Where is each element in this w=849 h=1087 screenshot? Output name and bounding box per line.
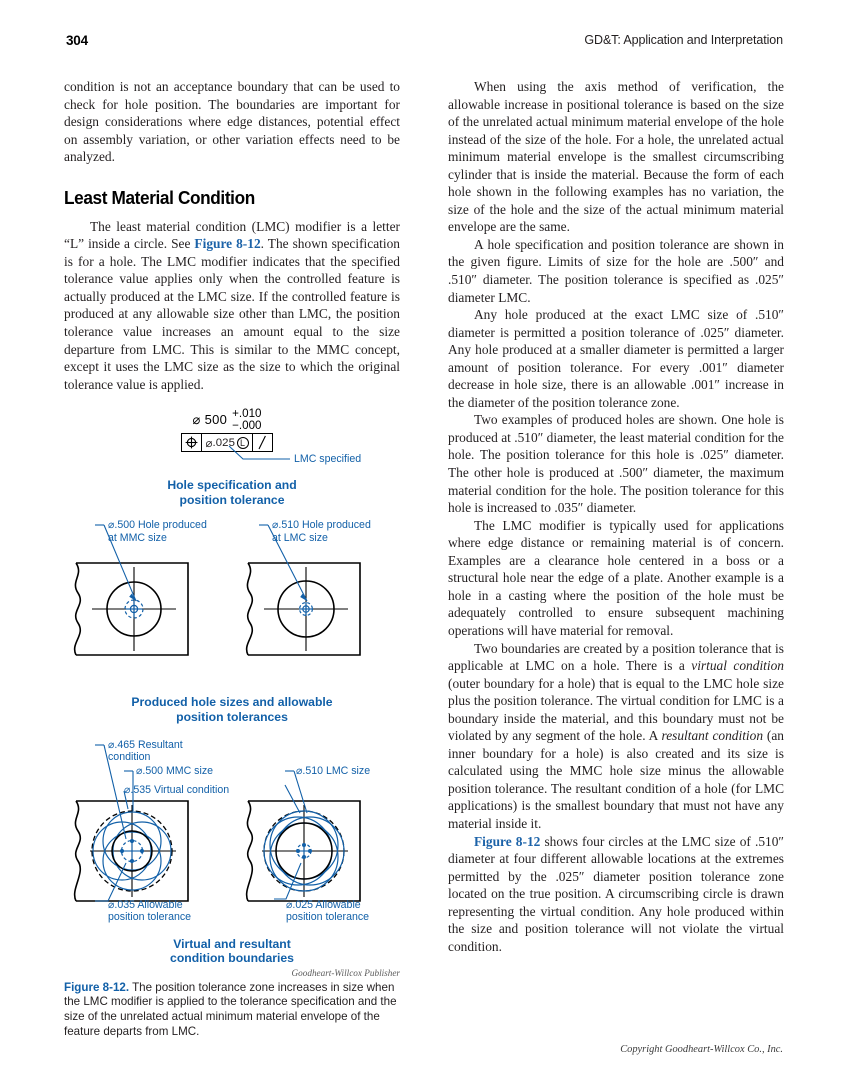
tolerance-value: .025 (212, 436, 236, 449)
two-boundaries-part-c: (an inner boundary for a hole) is also created and its size is calculated using the MMC hole size minus the allowable position tolerance. The resultant condition of a hole (for LMC applications) is the smallest boundary that must not have any material inside it. (448, 728, 785, 831)
term-resultant-condition: resultant condition (661, 728, 764, 744)
callout-mmc-size: ⌀.500 MMC size (136, 764, 214, 777)
callout-allowable-tolerance-035: ⌀.035 Allowable position tolerance (108, 898, 192, 923)
paragraph-hole-specification: A hole specification and position tolerance are shown in the given figure. Limits of size for the hole are .500″ and .510″ diameter. The position tolerance is specified as .025″ diameter LMC. (448, 236, 784, 305)
lmc-intro-part-a: The least material condition (LMC) modifier is a letter “L” inside a circle. See (64, 218, 400, 252)
left-column (64, 78, 400, 393)
figure-subtitle-hole-specification: Hole specification and position tolerance (167, 478, 297, 507)
callout-lmc-hole-produced: ⌀.510 Hole produced at LMC size (272, 519, 371, 544)
paragraph-two-examples: Two examples of produced holes are shown. One hole is produced at .510″ diameter, the least material condition for the hole. The position tolerance for this hole is .025″ diameter. The other hole is produced at .500″ diameter, the maximum material condition for the hole. The position tolerance for this hole is increased to .035″ diameter. (448, 412, 784, 516)
paragraph-lmc-intro (64, 218, 400, 393)
callout-lmc-specified: LMC specified (294, 453, 362, 466)
plate-lmc (247, 563, 360, 655)
lmc-modifier-symbol: L (237, 437, 249, 449)
produced-hole-sizes-drawing (64, 519, 400, 695)
hole-dimension-callout (54, 408, 400, 431)
paragraph-typical-use: The LMC modifier is typically used for applications where edge distance or remaining material is of concern. Examples are a clearance hole centered in a boss or a structural hole near the edge of a plate. Another example is a hole in a casting where the position of the hole must be adequately controlled to ensure subsequent machining operations will have material for removal. (448, 517, 784, 638)
right-column (448, 78, 784, 955)
dimension-nominal: ⌀ 500 (192, 411, 228, 427)
four-circles-text: shows four circles at the LMC size of .510″ diameter at four different allowable locations at the extremes permitted by the .025″ diameter position tolerance zone located on the true position. A circumscribing circle is drawn representing the virtual condition. Any hole produced within the size and position tolerance will not violate the virtual condition. (448, 833, 784, 954)
paragraph-axis-method: When using the axis method of verification, the allowable increase in positional tolerance is based on the size of the unrelated actual minimum material envelope of the hole instead of the size of the hole. For a hole, the unrelated actual minimum material envelope is the smallest circumscribing cylinder that is inside the material. Because the form of each hole shown in the following examples has no variation, the size of the hole and the size of the actual minimum material envelope are the same. (448, 79, 784, 235)
figure-8-12 (64, 408, 400, 1039)
callout-virtual-condition: ⌀.535 Virtual condition (124, 783, 230, 796)
callout-resultant-condition: ⌀.465 Resultant condition (108, 738, 183, 763)
paragraph-four-circles (448, 833, 784, 956)
plate-mmc (75, 563, 188, 655)
section-heading-least-material-condition: Least Material Condition (64, 186, 255, 208)
running-head (66, 33, 783, 53)
plus-tolerance: +.010 (232, 407, 262, 420)
term-virtual-condition: virtual condition (691, 658, 784, 674)
figure-caption (64, 981, 400, 1039)
two-boundaries-part-b: (outer boundary for a hole) that is equal to the LMC hole size plus the position tolerance. The virtual condition for LMC is a boundary inside the material, and this boundary must not be violated by any segment of the hole. A (448, 675, 784, 744)
page-number: 304 (66, 33, 88, 48)
figure-reference-link[interactable]: Figure 8-12 (194, 236, 261, 252)
plates-with-holes-svg (64, 519, 400, 695)
callout-allowable-tolerance-025: ⌀.025 Allowable position tolerance (286, 898, 370, 923)
plate-mmc-boundaries (75, 801, 188, 901)
two-boundaries-part-a: Two boundaries are created by a position tolerance that is applicable at LMC on a hole. There is a (448, 640, 784, 674)
copyright-notice: Copyright Goodheart-Willcox Co., Inc. (620, 1044, 783, 1055)
paragraph-exact-lmc: Any hole produced at the exact LMC size of .510″ diameter is permitted a position tolerance of .025″ diameter. Any hole produced at a smaller diameter is permitted a larger amount of position tolerance. For every .001″ diameter decrease in hole size, there is an allowable .001″ increase in the diameter of the position tolerance zone. (448, 307, 784, 410)
figure-caption-text: The position tolerance zone increases in size when the LMC modifier is applied to the tolerance specification and the size of the unrelated actual minimum material envelope of the feature departs from LMC. (64, 980, 397, 1038)
virtual-resultant-drawing (64, 739, 400, 939)
lmc-specified-leader-group (64, 452, 400, 472)
paragraph-two-boundaries (448, 640, 784, 833)
paragraph-continued: condition is not an acceptance boundary that can be used to check for hole position. The boundaries are important for design considerations where edge distances, potential effect on assembly variation, or other variation effects need to be analyzed. (64, 79, 400, 165)
dimension-tolerances (232, 408, 261, 431)
running-title: GD&T: Application and Interpretation (584, 33, 783, 47)
lmc-intro-part-b: . The shown specification is for a hole. The LMC modifier indicates that the specified tolerance value applies only when the controlled feature is actually produced at the LMC size. If the controlled feature is produced at any allowable size other than LMC, the position tolerance value increases an amount equal to the size departure from LMC. This is similar to the MMC concept, except it uses the LMC size as the size to which the original tolerance value is applied. (64, 236, 400, 392)
figure-reference-link-2[interactable]: Figure 8-12 (474, 833, 541, 849)
figure-subtitle-produced-hole-sizes: Produced hole sizes and allowable position tolerances (131, 695, 333, 724)
figure-subtitle-virtual-resultant: Virtual and resultant condition boundaries (170, 936, 294, 966)
callout-lmc-size: ⌀.510 LMC size (296, 764, 371, 777)
callout-mmc-hole-produced: ⌀.500 Hole produced at MMC size (108, 519, 207, 544)
plate-lmc-boundaries (247, 801, 360, 901)
diameter-symbol: ⌀ (205, 437, 213, 450)
figure-caption-number: Figure 8-12. (64, 980, 130, 994)
minus-tolerance: −.000 (232, 418, 262, 432)
figure-credit: Goodheart-Willcox Publisher (291, 967, 400, 978)
